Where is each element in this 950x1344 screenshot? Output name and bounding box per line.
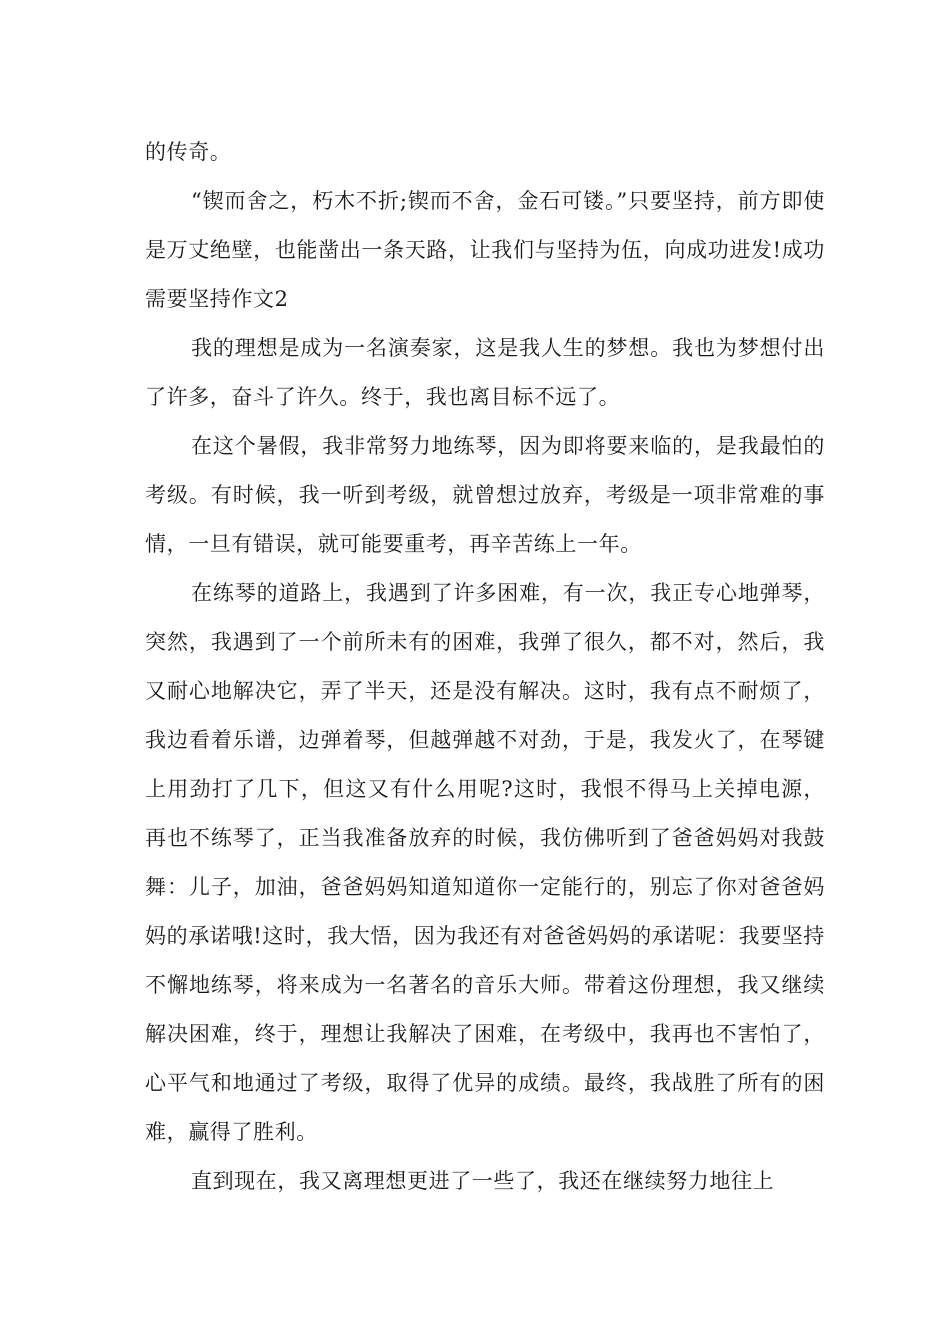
paragraph-summer: 在这个暑假，我非常努力地练琴，因为即将要来临的，是我最怕的考级。有时候，我一听到考级，就曾想过放弃，考级是一项非常难的事情，一旦有错误，就可能要重考，再辛苦练上一年。 xyxy=(145,434,825,556)
document-body xyxy=(145,128,825,1206)
paragraph-difficulty: 在练琴的道路上，我遇到了许多困难，有一次，我正专心地弹琴，突然，我遇到了一个前所未有的困难，我弹了很久，都不对，然后，我又耐心地解决它，弄了半天，还是没有解决。这时，我有点不耐烦了，我边看着乐谱，边弹着琴，但越弹越不对劲，于是，我发火了，在琴键上用劲打了几下，但这又有什么用呢?这时，我恨不得马上关掉电源，再也不练琴了，正当我准备放弃的时候，我仿佛听到了爸爸妈妈对我鼓舞：儿子，加油，爸爸妈妈知道知道你一定能行的，别忘了你对爸爸妈妈的承诺哦!这时，我大悟，因为我还有对爸爸妈妈的承诺呢：我要坚持不懈地练琴，将来成为一名著名的音乐大师。带着这份理想，我又继续解决困难，终于，理想让我解决了困难，在考级中，我再也不害怕了，心平气和地通过了考级，取得了优异的成绩。最终，我战胜了所有的困难，赢得了胜利。 xyxy=(145,581,825,1144)
paragraph-continuation: 的传奇。 xyxy=(145,140,232,164)
paragraph-quote: “锲而舍之，朽木不折;锲而不舍，金石可镂。”只要坚持，前方即使是万丈绝壁，也能凿出一条天路，让我们与坚持为伍，向成功进发!成功需要坚持作文2 xyxy=(145,189,825,311)
paragraph-now: 直到现在，我又离理想更进了一些了，我还在继续努力地往上 xyxy=(191,1169,775,1193)
paragraph-ideal: 我的理想是成为一名演奏家，这是我人生的梦想。我也为梦想付出了许多，奋斗了许久。终于，我也离目标不远了。 xyxy=(145,336,825,409)
